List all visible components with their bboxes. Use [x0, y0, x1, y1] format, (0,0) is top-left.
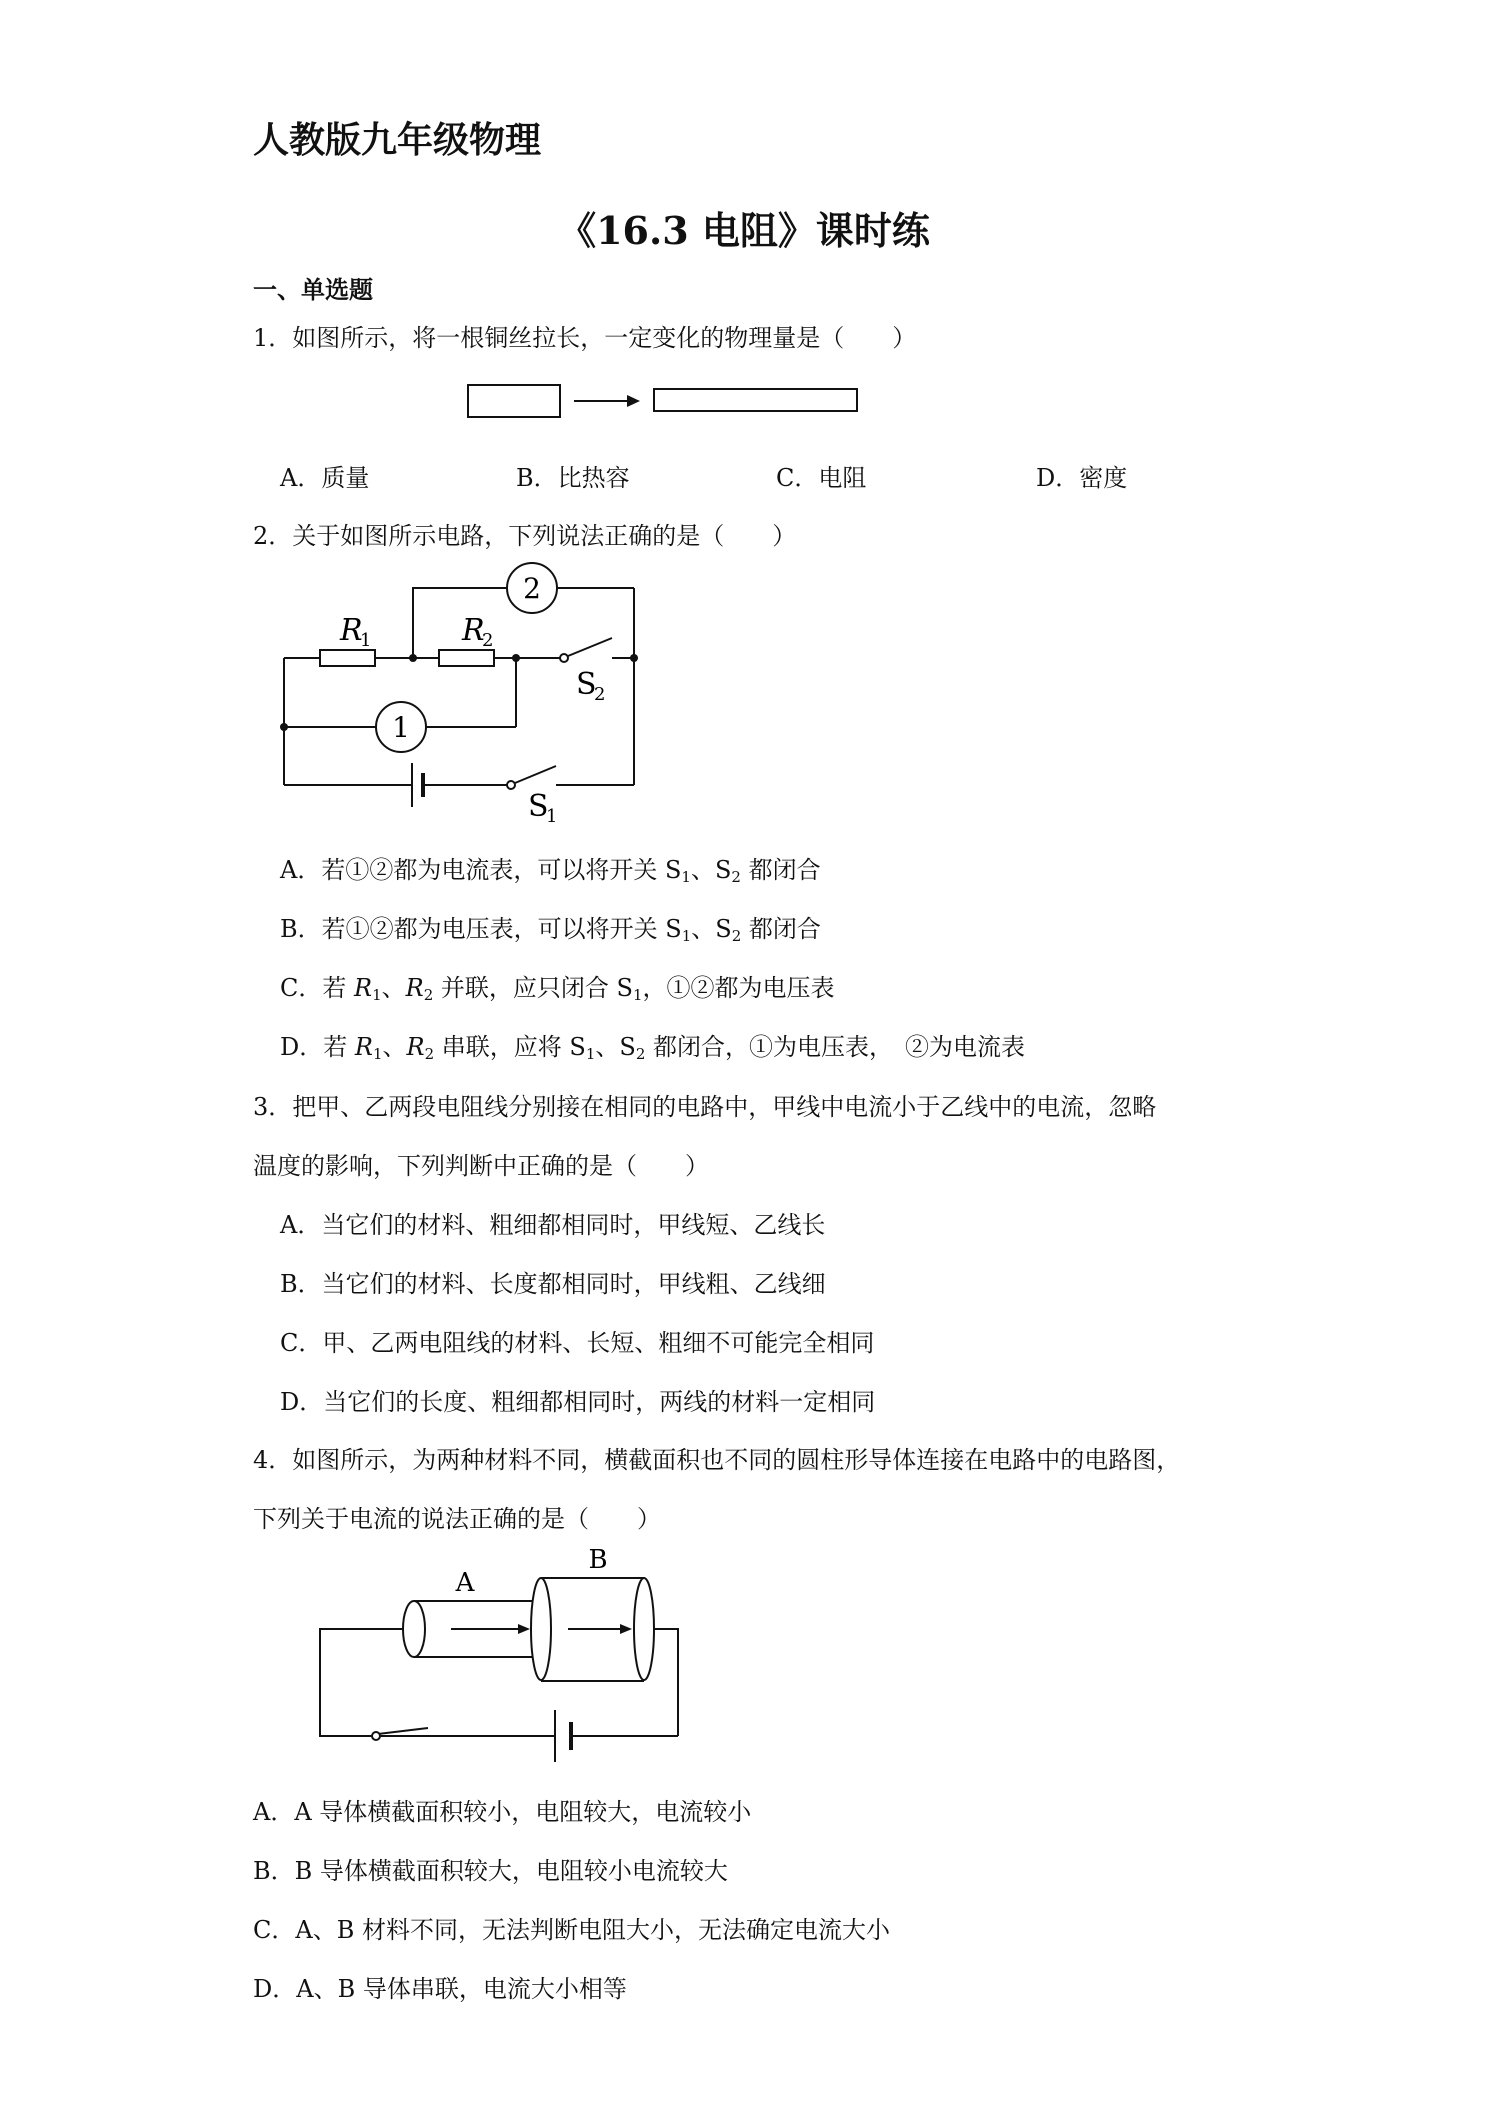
document-subtitle: 《16.3 电阻》课时练	[558, 208, 930, 253]
q2-option-b: B．若①②都为电压表，可以将开关 $S_1$、$S_2$ 都闭合	[280, 915, 821, 945]
r1-label: R	[340, 613, 363, 648]
q2-option-c: C．若 $R_1$、$R_2$ 并联，应只闭合 $S_1$，①②都为电压表	[280, 974, 835, 1004]
q4-option-b: B．B 导体横截面积较大，电阻较小电流较大	[253, 1857, 728, 1885]
meter-2-label: 2	[523, 572, 541, 605]
label-b: B	[588, 1545, 608, 1575]
document-title: 人教版九年级物理	[253, 120, 542, 161]
meter-1-label: 1	[392, 711, 410, 744]
q4-option-c: C．A、B 材料不同，无法判断电阻大小，无法确定电流大小	[253, 1916, 890, 1944]
q1-option-a: A．质量	[280, 464, 370, 492]
resistor-r2	[439, 650, 494, 666]
r2-label: R	[462, 613, 485, 648]
q2-option-d: D．若 $R_1$、$R_2$ 串联，应将 $S_1$、$S_2$ 都闭合，①为电压表， ②为电流表	[280, 1033, 1026, 1063]
q4-option-a: A．A 导体横截面积较小，电阻较大，电流较小	[253, 1798, 752, 1826]
question-3-stem-line-1: 3．把甲、乙两段电阻线分别接在相同的电路中，甲线中电流小于乙线中的电流，忽略	[253, 1093, 1157, 1121]
long-wire-rect	[654, 389, 857, 411]
question-1-stem: 1．如图所示，将一根铜丝拉长，一定变化的物理量是（ ）	[253, 324, 917, 352]
q3-option-d: D．当它们的长度、粗细都相同时，两线的材料一定相同	[280, 1388, 876, 1416]
resistor-r1	[320, 650, 375, 666]
question-4-stem-line-2: 下列关于电流的说法正确的是（ ）	[253, 1505, 661, 1533]
question-4-stem-line-1: 4．如图所示，为两种材料不同，横截面积也不同的圆柱形导体连接在电路中的电路图，	[253, 1446, 1181, 1474]
s1-label: S	[528, 789, 549, 824]
q3-option-c: C．甲、乙两电阻线的材料、长短、粗细不可能完全相同	[280, 1329, 875, 1357]
q1-option-b: B．比热容	[516, 464, 630, 492]
r1-sub: 1	[360, 630, 372, 651]
question-2-stem: 2．关于如图所示电路，下列说法正确的是（ ）	[253, 522, 797, 550]
switch-pivot	[372, 1732, 380, 1740]
q1-option-d: D．密度	[1036, 464, 1128, 492]
q3-option-a: A．当它们的材料、粗细都相同时，甲线短、乙线长	[280, 1211, 826, 1239]
s1-sub: 1	[546, 806, 558, 827]
r2-sub: 2	[482, 630, 494, 651]
s2-label: S	[576, 667, 597, 702]
label-a: A	[455, 1568, 475, 1598]
switch-s2-blade	[568, 638, 612, 656]
s2-sub: 2	[594, 684, 606, 705]
q3-option-b: B．当它们的材料、长度都相同时，甲线粗、乙线细	[280, 1270, 826, 1298]
switch-blade	[378, 1728, 428, 1734]
q1-wire-figure	[0, 380, 1488, 440]
q1-option-c: C．电阻	[776, 464, 867, 492]
arrow-head-icon	[627, 395, 640, 407]
section-heading: 一、单选题	[253, 276, 373, 304]
q2-circuit-figure	[0, 560, 1488, 830]
q2-option-a: A．若①②都为电流表，可以将开关 $S_1$、$S_2$ 都闭合	[280, 856, 821, 886]
short-wire-rect	[468, 385, 560, 417]
q4-conductor-figure	[0, 1540, 1488, 1770]
switch-s1-blade	[515, 766, 556, 783]
q4-option-d: D．A、B 导体串联，电流大小相等	[253, 1975, 627, 2003]
question-3-stem-line-2: 温度的影响，下列判断中正确的是（ ）	[253, 1152, 709, 1180]
